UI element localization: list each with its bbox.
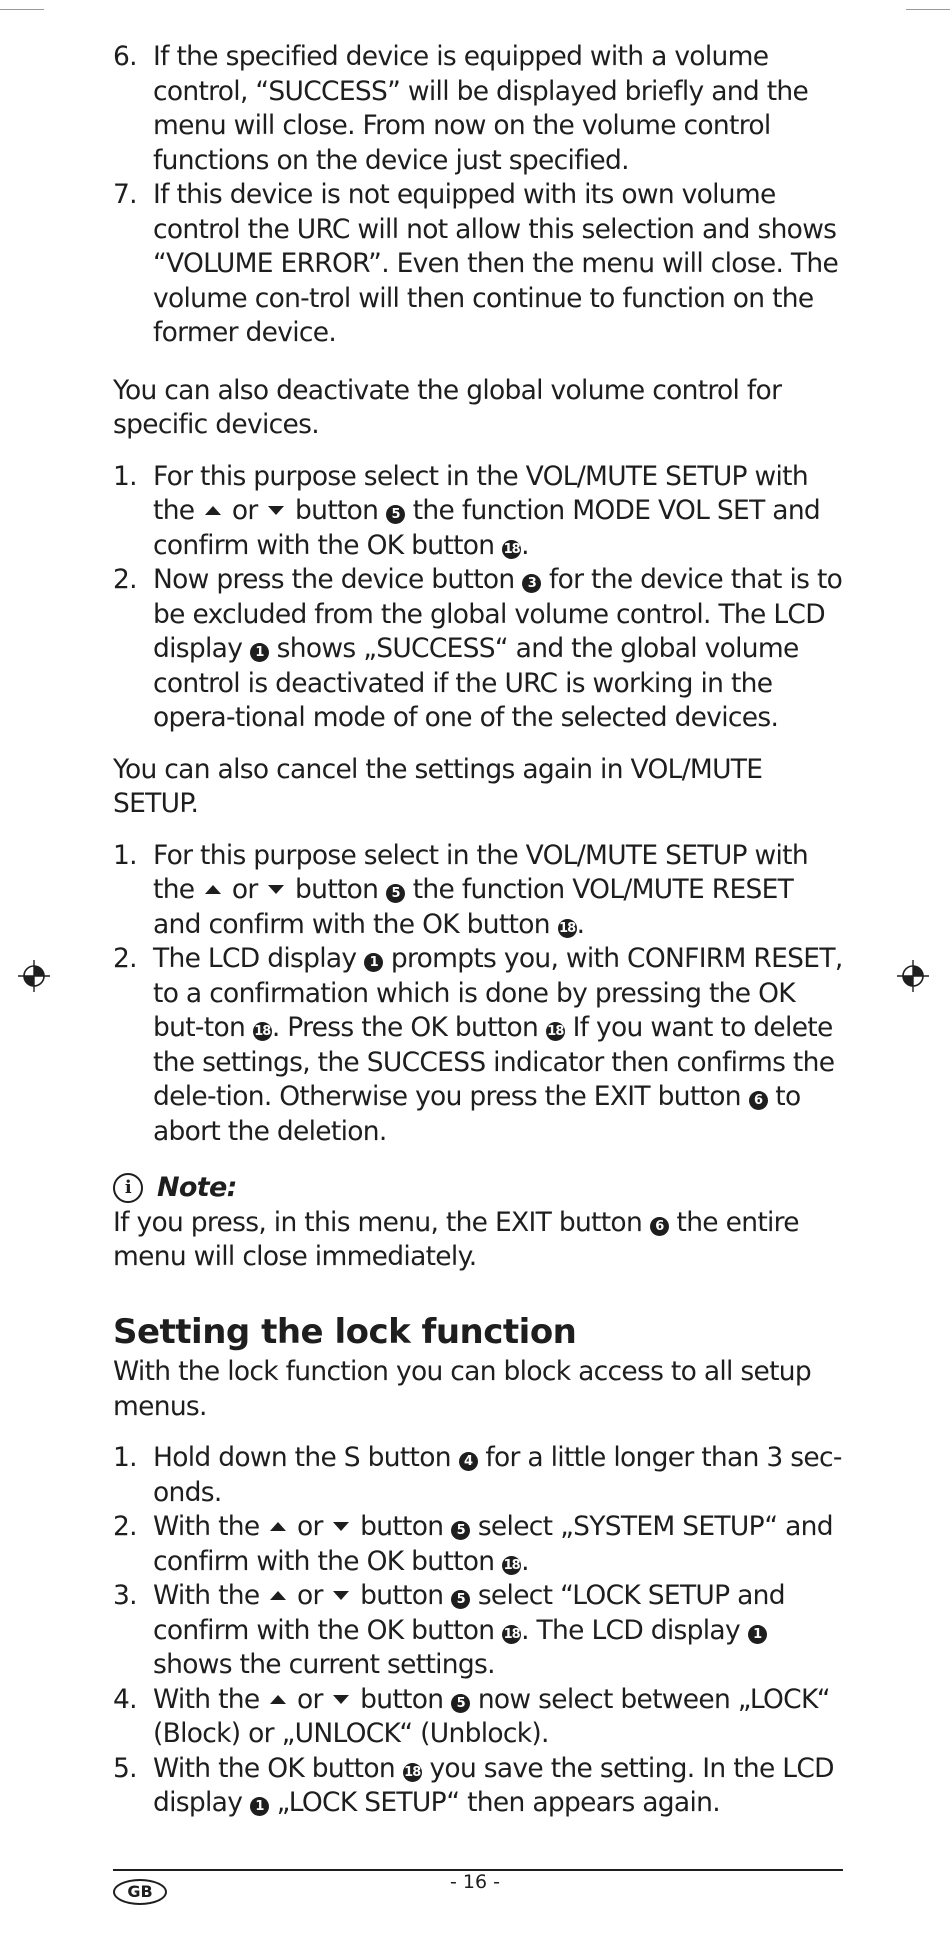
ref-number-icon: 1 — [250, 1797, 269, 1816]
up-arrow-icon — [205, 885, 221, 894]
ref-number-icon: 5 — [451, 1521, 470, 1540]
note-text: If you press, in this menu, the EXIT button 6 the entire menu will close immediately. — [113, 1206, 799, 1272]
deactivate-paragraph: You can also deactivate the global volume control for specific devices. — [113, 374, 782, 440]
crop-mark-right — [906, 9, 950, 10]
ref-number-icon: 18 — [503, 1557, 520, 1573]
up-arrow-icon — [270, 1522, 286, 1531]
lock-intro: With the lock function you can block access to all setup menus. — [113, 1356, 812, 1422]
item-number: 4. — [113, 1683, 137, 1715]
ref-number-icon: 18 — [559, 920, 576, 936]
registration-mark-left-icon — [18, 960, 50, 992]
ref-number-icon: 1 — [250, 643, 269, 662]
ref-number-icon: 5 — [451, 1590, 470, 1609]
list-item: 1. Hold down the S button 4 for a little longer than 3 sec-onds. — [113, 1442, 842, 1508]
list-item: 1. For this purpose select in the VOL/MUTE SETUP with the or button 5 the function MODE VOL SET and confirm with the OK button 18. — [113, 460, 821, 561]
ref-number-icon: 3 — [522, 574, 541, 593]
lock-steps-list — [113, 1441, 843, 1821]
list-item: 6. If the specified device is equipped with a volume control, “SUCCESS” will be displayed briefly and the menu will close. From now on the volume control functions on the device just specified. — [113, 41, 809, 176]
list-item: 4. With the or button 5 now select between „LOCK“ (Block) or „UNLOCK“ (Unblock). — [113, 1683, 830, 1749]
up-arrow-icon — [205, 506, 221, 515]
list-item: 2. With the or button 5 select „SYSTEM SETUP“ and confirm with the OK button 18. — [113, 1511, 833, 1577]
down-arrow-icon — [333, 1695, 349, 1704]
ref-number-icon: 4 — [459, 1452, 478, 1471]
item-number: 7. — [113, 179, 137, 210]
item-number: 6. — [113, 41, 137, 72]
list-item: 5. With the OK button 18 you save the setting. In the LCD display 1 „LOCK SETUP“ then appears again. — [113, 1752, 834, 1818]
down-arrow-icon — [333, 1522, 349, 1531]
up-arrow-icon — [270, 1695, 286, 1704]
ref-number-icon: 6 — [749, 1091, 768, 1110]
list-item: 1. For this purpose select in the VOL/MUTE SETUP with the or button 5 the function VOL/MUTE RESET and confirm with the OK button 18. — [113, 839, 808, 940]
up-arrow-icon — [270, 1591, 286, 1600]
ref-number-icon: 5 — [386, 884, 405, 903]
section-heading: Setting the lock function — [113, 1311, 577, 1352]
volume-steps-list — [113, 40, 843, 351]
note-header — [113, 1171, 843, 1206]
item-number: 5. — [113, 1752, 137, 1784]
page-number: - 16 - — [450, 1871, 500, 1893]
item-number: 1. — [113, 1442, 137, 1473]
ref-number-icon: 18 — [547, 1024, 564, 1039]
country-badge: GB — [113, 1879, 167, 1905]
info-icon: i — [113, 1173, 143, 1203]
item-number: 2. — [113, 564, 137, 595]
item-number: 1. — [113, 460, 137, 492]
list-item: 7. If this device is not equipped with its own volume control the URC will not allow this selection and shows “VOLUME ERROR”. Even then the menu will close. The volume con-trol will then continue to function on the former device. — [113, 179, 839, 348]
registration-mark-right-icon — [897, 960, 929, 992]
list-item: 3. With the or button 5 select “LOCK SETUP and confirm with the OK button 18. The LCD display 1 shows the current settings. — [113, 1580, 785, 1680]
ref-number-icon: 1 — [748, 1625, 767, 1644]
ref-number-icon: 18 — [503, 1626, 520, 1642]
cancel-paragraph: You can also cancel the settings again in VOL/MUTE SETUP. — [113, 753, 763, 819]
page-content — [113, 40, 843, 1838]
ref-number-icon: 5 — [386, 505, 405, 524]
ref-number-icon: 6 — [650, 1217, 669, 1236]
down-arrow-icon — [333, 1591, 349, 1600]
ref-number-icon: 18 — [404, 1764, 421, 1780]
list-item: 2. Now press the device button 3 for the device that is to be excluded from the global volume control. The LCD display 1 shows „SUCCESS“ and the global volume control is deactivated if the URC is working in the opera-tional mode of one of the selected devices. — [113, 564, 843, 733]
ref-number-icon: 18 — [503, 541, 520, 557]
cancel-steps-list — [113, 839, 843, 1150]
item-number: 1. — [113, 839, 137, 871]
ref-number-icon: 1 — [364, 953, 383, 972]
ref-number-icon: 18 — [254, 1024, 271, 1039]
deactivate-steps-list — [113, 460, 843, 736]
down-arrow-icon — [268, 506, 284, 515]
list-item: 2. The LCD display 1 prompts you, with CONFIRM RESET, to a confirmation which is done by pressing the OK but-ton 18. Press the OK button 18 If you want to delete the settings, the SUCCESS indicator then confirms the dele-tion. Otherwise you press the EXIT button 6 to abort the deletion. — [113, 943, 843, 1147]
down-arrow-icon — [268, 885, 284, 894]
note-title: Note: — [157, 1172, 237, 1203]
item-number: 2. — [113, 1511, 137, 1542]
crop-mark-left — [0, 9, 44, 10]
ref-number-icon: 5 — [451, 1694, 470, 1713]
item-number: 2. — [113, 943, 137, 974]
item-number: 3. — [113, 1580, 137, 1611]
